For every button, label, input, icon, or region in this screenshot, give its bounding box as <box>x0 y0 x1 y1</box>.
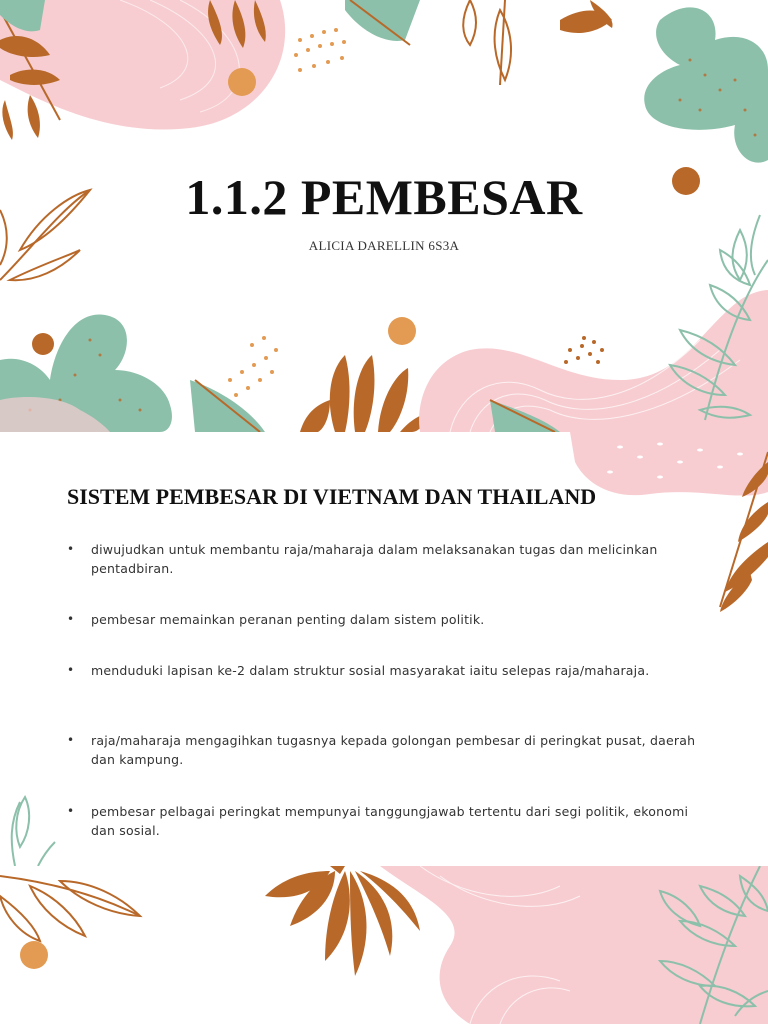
bullet-text: diwujudkan untuk membantu raja/maharaja dalam melaksanakan tugas dan melicinkan pentadbiran. <box>91 542 658 576</box>
pink-blob-icon <box>570 432 768 496</box>
slide3-decoration <box>0 866 768 1024</box>
orange-dot-icon <box>388 317 416 345</box>
rust-dot-icon <box>32 333 54 355</box>
bullet-text: pembesar pelbagai peringkat mempunyai tanggungjawab tertentu dari segi politik, ekonomi dan sosial. <box>91 804 689 838</box>
bullet-icon: • <box>67 663 75 677</box>
bullet-text: raja/maharaja mengagihkan tugasnya kepada golongan pembesar di peringkat pusat, daerah dan kampung. <box>91 733 696 767</box>
bullet-icon: • <box>67 733 75 747</box>
leaf-outline-icon <box>0 876 140 941</box>
orange-dot-icon <box>228 68 256 96</box>
list-item <box>67 540 707 578</box>
leaf-icon <box>560 0 613 33</box>
slide-subtitle: ALICIA DARELLIN 6S3A <box>308 238 460 253</box>
mint-leaf-icon <box>345 0 420 41</box>
bullet-icon: • <box>67 542 75 556</box>
leaf-outline-icon <box>463 0 511 85</box>
title-slide <box>0 0 768 432</box>
list-item <box>67 802 707 840</box>
bullet-icon: • <box>67 612 75 626</box>
mint-blob-icon <box>644 7 768 162</box>
slide-heading: SISTEM PEMBESAR DI VIETNAM DAN THAILAND <box>67 484 597 509</box>
dot-pattern-icon <box>564 336 604 364</box>
list-item <box>67 661 707 680</box>
dot-pattern-icon <box>228 336 278 397</box>
dot-pattern-icon <box>294 28 346 72</box>
bullet-text: pembesar memainkan peranan penting dalam sistem politik. <box>91 612 485 627</box>
palm-leaf-icon <box>265 866 420 976</box>
leaf-outline-icon <box>12 797 55 866</box>
list-item <box>67 731 707 769</box>
content-slide <box>0 432 768 866</box>
bullet-icon: • <box>67 804 75 818</box>
slide-title: 1.1.2 PEMBESAR <box>185 169 583 225</box>
palm-leaf-icon <box>300 355 430 432</box>
orange-dot-icon <box>20 941 48 969</box>
list-item <box>67 610 707 629</box>
next-slide-partial <box>0 866 768 1024</box>
bullet-text: menduduki lapisan ke-2 dalam struktur sosial masyarakat iaitu selepas raja/maharaja. <box>91 663 650 678</box>
